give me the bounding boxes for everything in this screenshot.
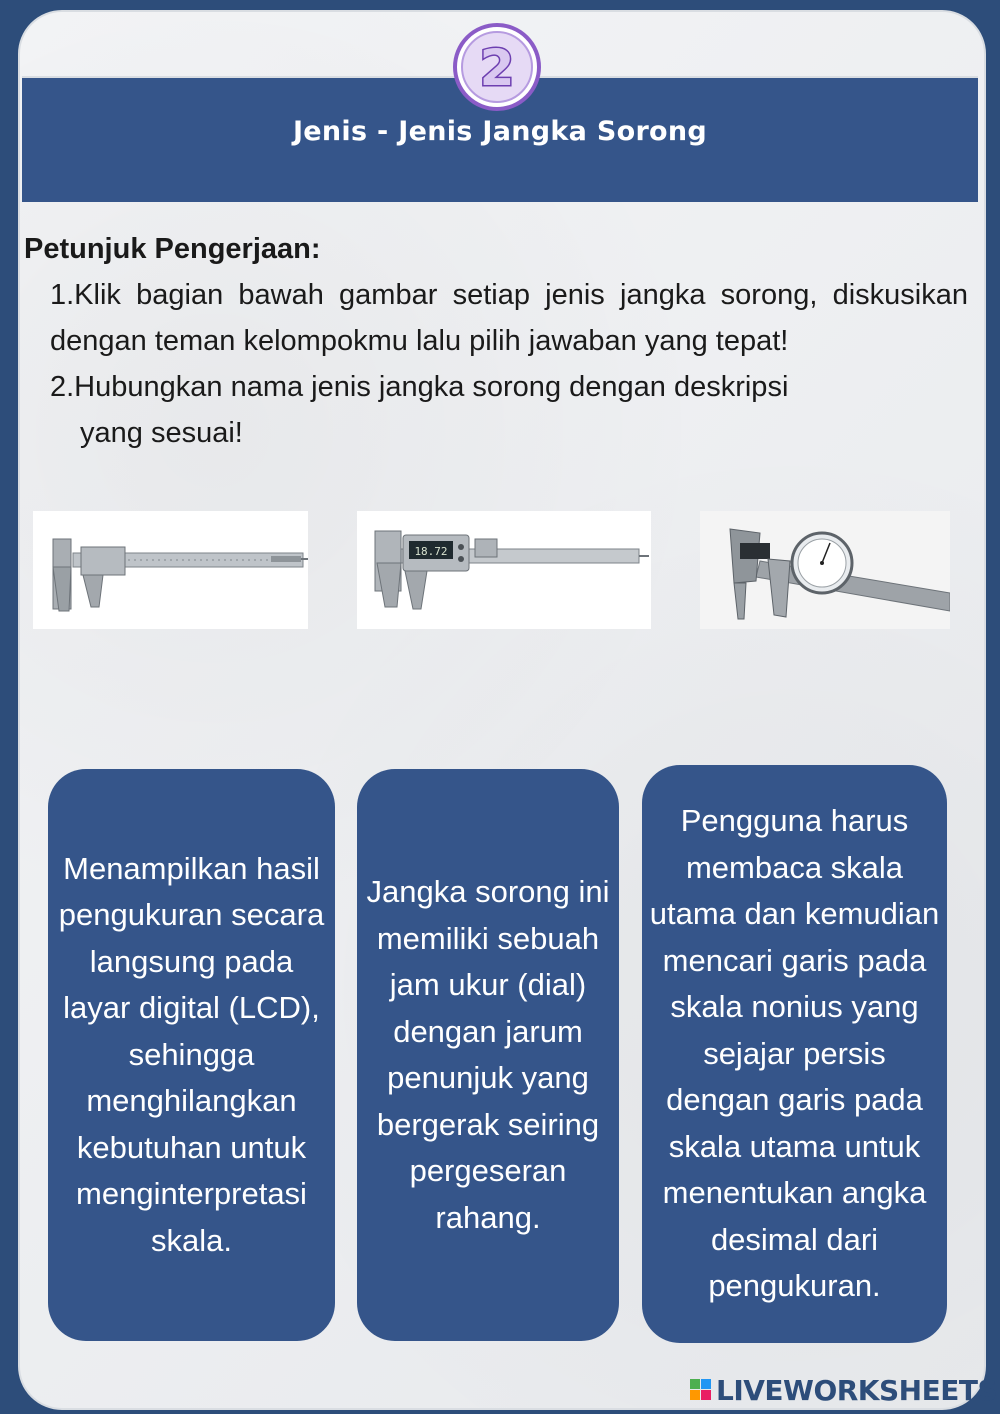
dial-caliper-image[interactable] — [700, 511, 950, 629]
description-text: Jangka sorong ini memiliki sebuah jam ukur (dial) dengan jarum penunjuk yang bergerak seiring pergeseran rahang. — [366, 874, 610, 1235]
instructions-heading: Petunjuk Pengerjaan: — [24, 233, 321, 265]
digital-reading: 18.72 — [414, 545, 448, 558]
step-number-badge — [452, 22, 542, 112]
liveworksheets-logo — [690, 1374, 997, 1406]
description-card-vernier[interactable] — [642, 765, 947, 1343]
brand-name: LIVEWORKSHEETS — [716, 1373, 998, 1407]
description-card-digital[interactable] — [48, 769, 335, 1341]
description-text: Pengguna harus membaca skala utama dan kemudian mencari garis pada skala nonius yang sejajar persis dengan garis pada skala utama untuk menentukan angka desimal dari pengukuran. — [649, 803, 940, 1304]
step-number: 2 — [479, 39, 515, 97]
vernier-caliper-image[interactable] — [33, 511, 308, 629]
instruction-item-2: 2.Hubungkan nama jenis jangka sorong dengan deskripsi — [50, 371, 789, 403]
instructions — [24, 226, 968, 456]
description-text: Menampilkan hasil pengukuran secara langsung pada layar digital (LCD), sehingga menghilangkan kebutuhan untuk menginterpretasi skala. — [58, 850, 325, 1258]
description-card-dial[interactable] — [357, 769, 619, 1341]
liveworksheets-logo-icon — [690, 1379, 712, 1401]
page-title: Jenis - Jenis Jangka Sorong — [292, 116, 708, 147]
instruction-item-2-continued: yang sesuai! — [80, 417, 243, 449]
instruction-item-1: 1.Klik bagian bawah gambar setiap jenis jangka sorong, diskusikan dengan teman kelompokmu lalu pilih jawaban yang tepat! — [50, 279, 968, 357]
digital-caliper-image[interactable] — [357, 511, 651, 629]
